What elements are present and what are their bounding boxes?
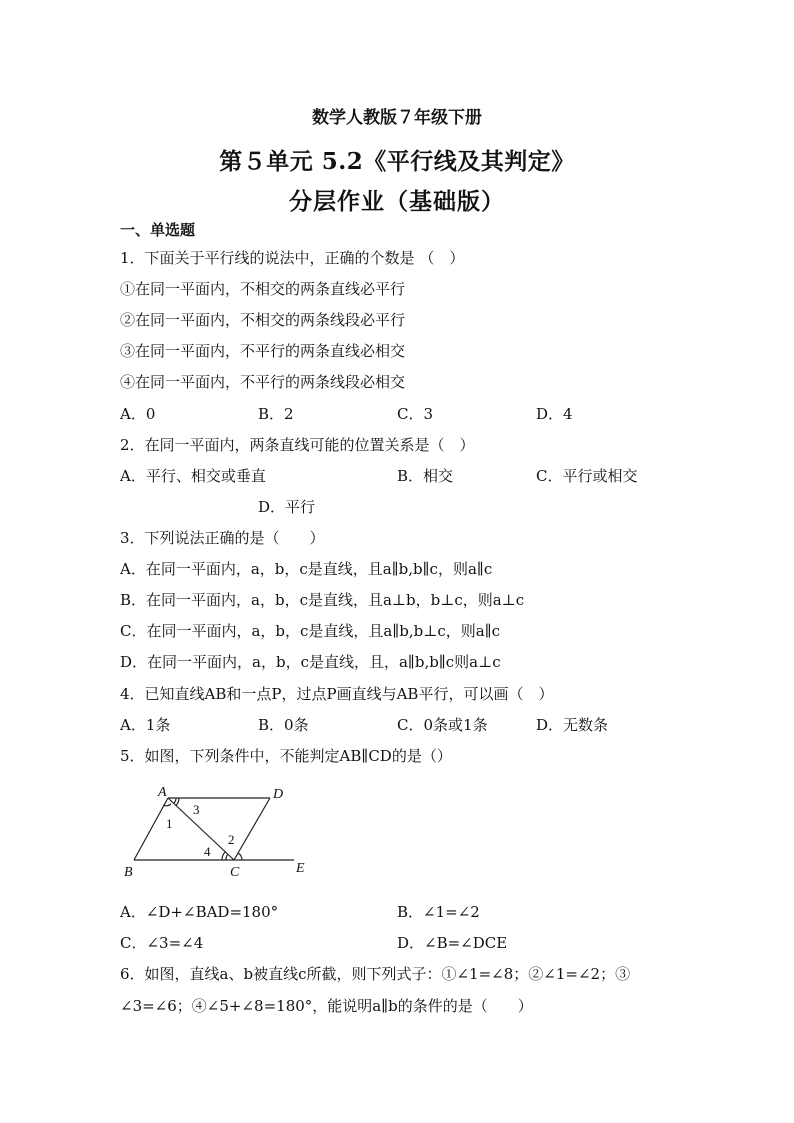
q5-stem: 5．如图，下列条件中，不能判定AB∥CD的是（） (120, 747, 452, 765)
angle-arc-4 (226, 854, 228, 860)
q6-stem-line-2: ∠3=∠6；④∠5+∠8=180°，能说明a∥b的条件的是（ ） (120, 997, 533, 1015)
vertex-label-c: C (230, 865, 240, 880)
q4-stem: 4．已知直线AB和一点P，过点P画直线与AB平行，可以画（ ） (120, 685, 554, 703)
angle-label-4: 4 (204, 844, 211, 859)
unit-title: 第５单元 5.2《平行线及其判定》 (219, 148, 575, 175)
q1-option-c: C．3 (397, 405, 434, 423)
segment-ab (134, 798, 168, 860)
q1-statement-4: ④在同一平面内，不平行的两条线段必相交 (120, 373, 406, 391)
angle-arc-3 (174, 798, 176, 804)
q1-option-b: B．2 (258, 405, 294, 423)
q1-stem: 1．下面关于平行线的说法中，正确的个数是 （ ） (120, 249, 465, 267)
section-heading: 一、单选题 (120, 221, 196, 239)
q1-statement-1: ①在同一平面内，不相交的两条直线必平行 (120, 280, 406, 298)
q3-option-d: D．在同一平面内，a，b，c是直线，且，a∥b,b∥c则a⊥c (120, 653, 501, 671)
textbook-subtitle: 数学人教版７年级下册 (312, 108, 482, 128)
q4-option-a: A．1条 (120, 716, 171, 734)
q5-option-c: C．∠3=∠4 (120, 934, 204, 952)
parallelogram-figure (118, 782, 318, 882)
q1-option-d: D．4 (536, 405, 573, 423)
q6-stem-line-1: 6．如图，直线a、b被直线c所截，则下列式子：①∠1=∠8；②∠1=∠2；③ (120, 965, 631, 983)
q1-option-a: A．0 (120, 405, 156, 423)
q3-stem: 3．下列说法正确的是（ ） (120, 529, 325, 547)
segment-ac (168, 798, 234, 860)
q4-option-c: C．0条或1条 (397, 716, 488, 734)
segment-dc (234, 798, 270, 860)
q5-option-d: D．∠B=∠DCE (397, 934, 508, 952)
angle-arc-2 (238, 853, 242, 860)
q3-option-a: A．在同一平面内，a，b，c是直线，且a∥b,b∥c，则a∥c (120, 560, 493, 578)
q2-option-d: D．平行 (258, 498, 316, 516)
q2-option-c: C．平行或相交 (536, 467, 638, 485)
q5-option-b: B．∠1=∠2 (397, 903, 480, 921)
q1-statement-2: ②在同一平面内，不相交的两条线段必平行 (120, 311, 406, 329)
q1-statement-3: ③在同一平面内，不平行的两条直线必相交 (120, 342, 406, 360)
homework-title: 分层作业（基础版） (289, 188, 505, 215)
vertex-label-d: D (273, 787, 284, 802)
q4-option-b: B．0条 (258, 716, 309, 734)
q3-option-c: C．在同一平面内，a，b，c是直线，且a∥b,b⊥c，则a∥c (120, 622, 501, 640)
q2-option-a: A．平行、相交或垂直 (120, 467, 266, 485)
vertex-label-a: A (158, 785, 167, 800)
q4-option-d: D．无数条 (536, 716, 609, 734)
vertex-label-b: B (124, 865, 133, 880)
vertex-label-e: E (296, 861, 305, 876)
q3-option-b: B．在同一平面内，a，b，c是直线，且a⊥b，b⊥c，则a⊥c (120, 591, 525, 609)
angle-label-1: 1 (166, 816, 173, 831)
q5-option-a: A．∠D+∠BAD=180° (120, 903, 279, 921)
q2-option-b: B．相交 (397, 467, 454, 485)
q2-stem: 2．在同一平面内，两条直线可能的位置关系是（ ） (120, 436, 475, 454)
angle-label-3: 3 (193, 802, 200, 817)
angle-arc-4-outer (222, 852, 225, 860)
angle-label-2: 2 (228, 832, 235, 847)
